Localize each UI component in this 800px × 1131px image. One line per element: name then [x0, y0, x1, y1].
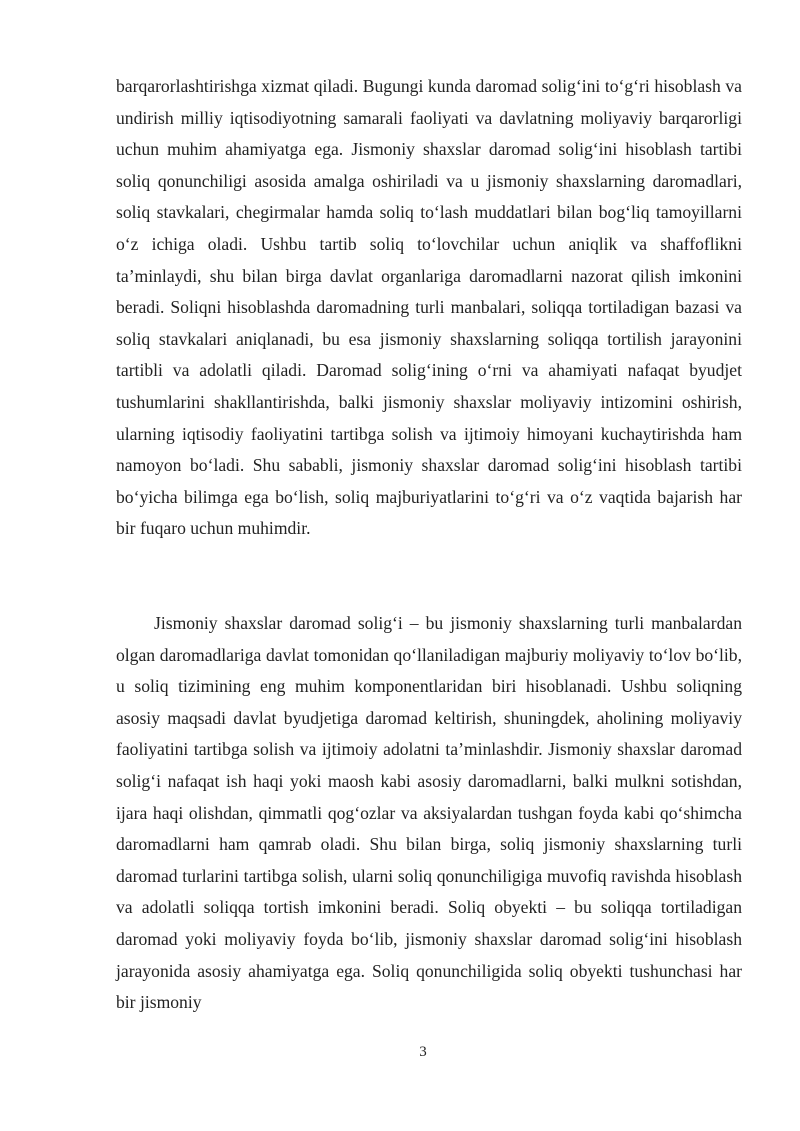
paragraph-1: barqarorlashtirishga xizmat qiladi. Bugungi kunda daromad solig‘ini to‘g‘ri hisoblash va undirish milliy iqtisodiyotning samarali faoliyati va davlatning moliyaviy barqarorligi uchun muhim ahamiyatga ega. Jismoniy shaxslar daromad solig‘ini hisoblash tartibi soliq qonunchiligi asosida amalga oshiriladi va u jismoniy shaxslarning daromadlari, soliq stavkalari, chegirmalar hamda soliq to‘lash muddatlari bilan bog‘liq tamoyillarni o‘z ichiga oladi. Ushbu tartib soliq to‘lovchilar uchun aniqlik va shaffoflikni ta’minlaydi, shu bilan birga davlat organlariga daromadlarni nazorat qilish imkonini beradi. Soliqni hisoblashda daromadning turli manbalari, soliqqa tortiladigan bazasi va soliq stavkalari aniqlanadi, bu esa jismoniy shaxslarning soliqqa tortilish jarayonini tartibli va adolatli qiladi. Daromad solig‘ining o‘rni va ahamiyati nafaqat byudjet tushumlarini shakllantirishda, balki jismoniy shaxslar moliyaviy intizomini oshirish, ularning iqtisodiy faoliyatini tartibga solish va ijtimoiy himoyani kuchaytirishda ham namoyon bo‘ladi. Shu sababli, jismoniy shaxslar daromad solig‘ini hisoblash tartibi bo‘yicha bilimga ega bo‘lish, soliq majburiyatlarini to‘g‘ri va o‘z vaqtida bajarish har bir fuqaro uchun muhimdir. [116, 76, 742, 539]
page-number: 3 [419, 1044, 427, 1060]
paragraph-2: Jismoniy shaxslar daromad solig‘i – bu jismoniy shaxslarning turli manbalardan olgan daromadlariga davlat tomonidan qo‘llaniladigan majburiy moliyaviy to‘lov bo‘lib, u soliq tizimining eng muhim komponentlaridan biri hisoblanadi. Ushbu soliqning asosiy maqsadi davlat byudjetiga daromad keltirish, shuningdek, aholining moliyaviy faoliyatini tartibga solish va ijtimoiy adolatni ta’minlashdir. Jismoniy shaxslar daromad solig‘i nafaqat ish haqi yoki maosh kabi asosiy daromadlarni, balki mulkni sotishdan, ijara haqi olishdan, qimmatli qog‘ozlar va aksiyalardan tushgan foyda kabi qo‘shimcha daromadlarni ham qamrab oladi. Shu bilan birga, soliq jismoniy shaxslarning turli daromad turlarini tartibga solish, ularni soliq qonunchiligiga muvofiq ravishda hisoblash va adolatli soliqqa tortish imkonini beradi. Soliq obyekti – bu soliqqa tortiladigan daromad yoki moliyaviy foyda bo‘lib, jismoniy shaxslar daromad solig‘ini hisoblash jarayonida asosiy ahamiyatga ega. Soliq qonunchiligida soliq obyekti tushunchasi har bir jismoniy [116, 613, 742, 1013]
